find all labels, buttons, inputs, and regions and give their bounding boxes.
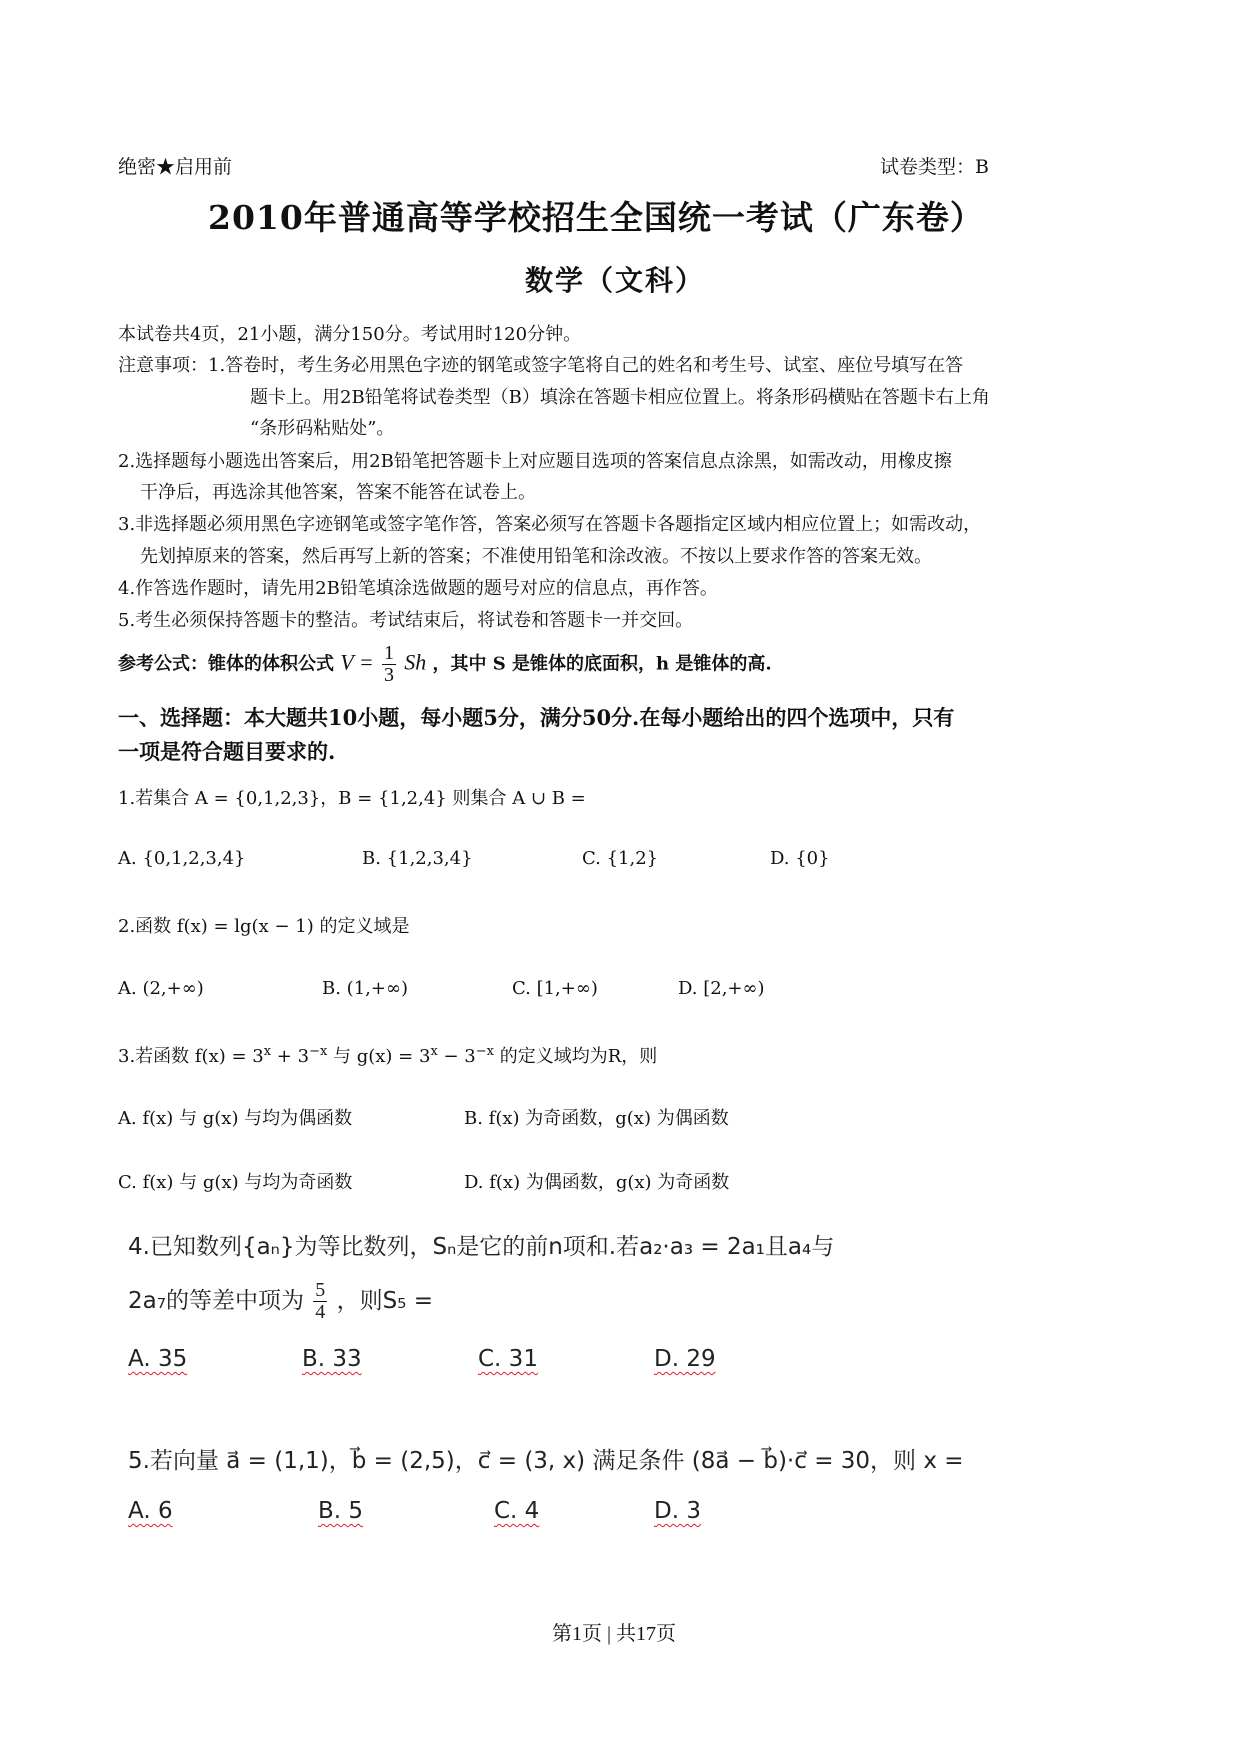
question-5-option-c: C. 4 (494, 1498, 540, 1524)
question-1-option-a: A. {0,1,2,3,4} (118, 848, 246, 869)
question-1-option-d: D. {0} (770, 848, 830, 869)
question-2-option-b: B. (1,+∞) (322, 978, 408, 999)
note-4: 4.作答选作题时，请先用2B铅笔填涂选做题的题号对应的信息点，再作答。 (118, 578, 718, 599)
q4-line-2-post: ，则S₅ = (336, 1288, 433, 1314)
q3-stem-mid1: + 3 (271, 1046, 310, 1067)
notes-label: 注意事项： (118, 355, 208, 376)
exam-intro: 本试卷共4页，21小题，满分150分。考试用时120分钟。 (118, 324, 582, 345)
question-2-stem: 2.函数 f(x) = lg(x − 1) 的定义域是 (118, 916, 410, 937)
question-1-option-c: C. {1,2} (582, 848, 659, 869)
q4-line-2-pre: 2a₇的等差中项为 (128, 1288, 304, 1314)
question-2-option-d: D. [2,+∞) (678, 978, 765, 999)
q4-numerator: 5 (315, 1279, 326, 1301)
note-3-line-1: 3.非选择题必须用黑色字迹钢笔或签字笔作答，答案必须写在答题卡各题指定区域内相应位置上；如需改动， (118, 514, 982, 535)
paper-type-label: 试卷类型：B (880, 156, 989, 178)
q3-exp-4: −x (475, 1044, 494, 1059)
question-4-line-2 (128, 1280, 433, 1323)
note-5: 5.考生必须保持答题卡的整洁。考试结束后，将试卷和答题卡一并交回。 (118, 610, 694, 631)
question-5-option-b: B. 5 (318, 1498, 364, 1524)
page-title: 2010年普通高等学校招生全国统一考试（广东卷） (208, 198, 984, 237)
question-3-option-a: A. f(x) 与 g(x) 与均为偶函数 (118, 1108, 353, 1129)
question-3-option-d: D. f(x) 为偶函数，g(x) 为奇函数 (464, 1172, 730, 1193)
q3-stem-post: 的定义域均为R，则 (494, 1046, 658, 1067)
question-3-stem (118, 1042, 657, 1068)
note-2-line-1: 2.选择题每小题选出答案后，用2B铅笔把答题卡上对应题目选项的答案信息点涂黑，如需改动，用橡皮擦 (118, 451, 952, 472)
question-5-option-d: D. 3 (654, 1498, 701, 1524)
q3-exp-2: −x (309, 1044, 328, 1059)
question-4-option-b: B. 33 (302, 1346, 362, 1372)
q4-fraction (313, 1280, 327, 1323)
q3-stem-mid3: − 3 (437, 1046, 476, 1067)
formula-lhs: V = (340, 649, 374, 675)
question-4-option-c: C. 31 (478, 1346, 538, 1372)
formula-fraction (382, 643, 396, 686)
formula-label: 参考公式：锥体的体积公式 (118, 653, 334, 675)
q3-stem-pre: 3.若函数 f(x) = 3 (118, 1046, 264, 1067)
page-subtitle: 数学（文科） (525, 264, 706, 297)
question-3-option-b: B. f(x) 为奇函数，g(x) 为偶函数 (464, 1108, 729, 1129)
formula-numerator: 1 (383, 642, 394, 664)
question-5-stem: 5.若向量 a⃗ = (1,1)，b⃗ = (2,5)，c⃗ = (3, x) 满足条件 (8a⃗ − b⃗)·c⃗ = 30，则 x = (128, 1448, 964, 1474)
note-1-line-1: 1.答卷时，考生务必用黑色字迹的钢笔或签字笔将自己的姓名和考生号、试室、座位号填写在答 (208, 355, 964, 376)
section-1-line-2: 一项是符合题目要求的. (118, 739, 336, 764)
question-1-option-b: B. {1,2,3,4} (362, 848, 473, 869)
formula-tail: ，其中 S 是锥体的底面积，h 是锥体的高. (432, 653, 772, 675)
q3-exp-3: x (430, 1044, 438, 1059)
note-2-line-2: 干净后，再选涂其他答案，答案不能答在试卷上。 (140, 482, 536, 503)
note-1-line-3: “条形码粘贴处”。 (250, 418, 395, 439)
confidential-label: 绝密★启用前 (118, 156, 233, 178)
note-3-line-2: 先划掉原来的答案，然后再写上新的答案；不准使用铅笔和涂改液。不按以上要求作答的答案无效。 (140, 546, 932, 567)
question-2-option-a: A. (2,+∞) (118, 978, 204, 999)
q4-denominator: 4 (315, 1301, 326, 1323)
notes-block (118, 351, 963, 377)
question-3-option-c: C. f(x) 与 g(x) 与均为奇函数 (118, 1172, 353, 1193)
q3-stem-mid2: 与 g(x) = 3 (327, 1046, 431, 1067)
question-4-option-a: A. 35 (128, 1346, 188, 1372)
section-1-line-1: 一、选择题：本大题共10小题，每小题5分，满分50分.在每小题给出的四个选项中，只有 (118, 705, 955, 730)
page-number: 第1页 | 共17页 (552, 1623, 677, 1645)
q3-exp-1: x (263, 1044, 272, 1059)
question-4-line-1: 4.已知数列{aₙ}为等比数列，Sₙ是它的前n项和.若a₂·a₃ = 2a₁且a₄与 (128, 1234, 835, 1260)
question-1-stem: 1.若集合 A = {0,1,2,3}，B = {1,2,4} 则集合 A ∪ B = (118, 788, 586, 809)
question-5-option-a: A. 6 (128, 1498, 173, 1524)
note-1-line-2: 题卡上。用2B铅笔将试卷类型（B）填涂在答题卡相应位置上。将条形码横贴在答题卡右上角 (250, 387, 990, 408)
question-2-option-c: C. [1,+∞) (512, 978, 598, 999)
formula-denominator: 3 (383, 664, 394, 686)
question-4-option-d: D. 29 (654, 1346, 716, 1372)
formula-rhs: Sh (404, 649, 427, 675)
reference-formula (118, 643, 772, 686)
